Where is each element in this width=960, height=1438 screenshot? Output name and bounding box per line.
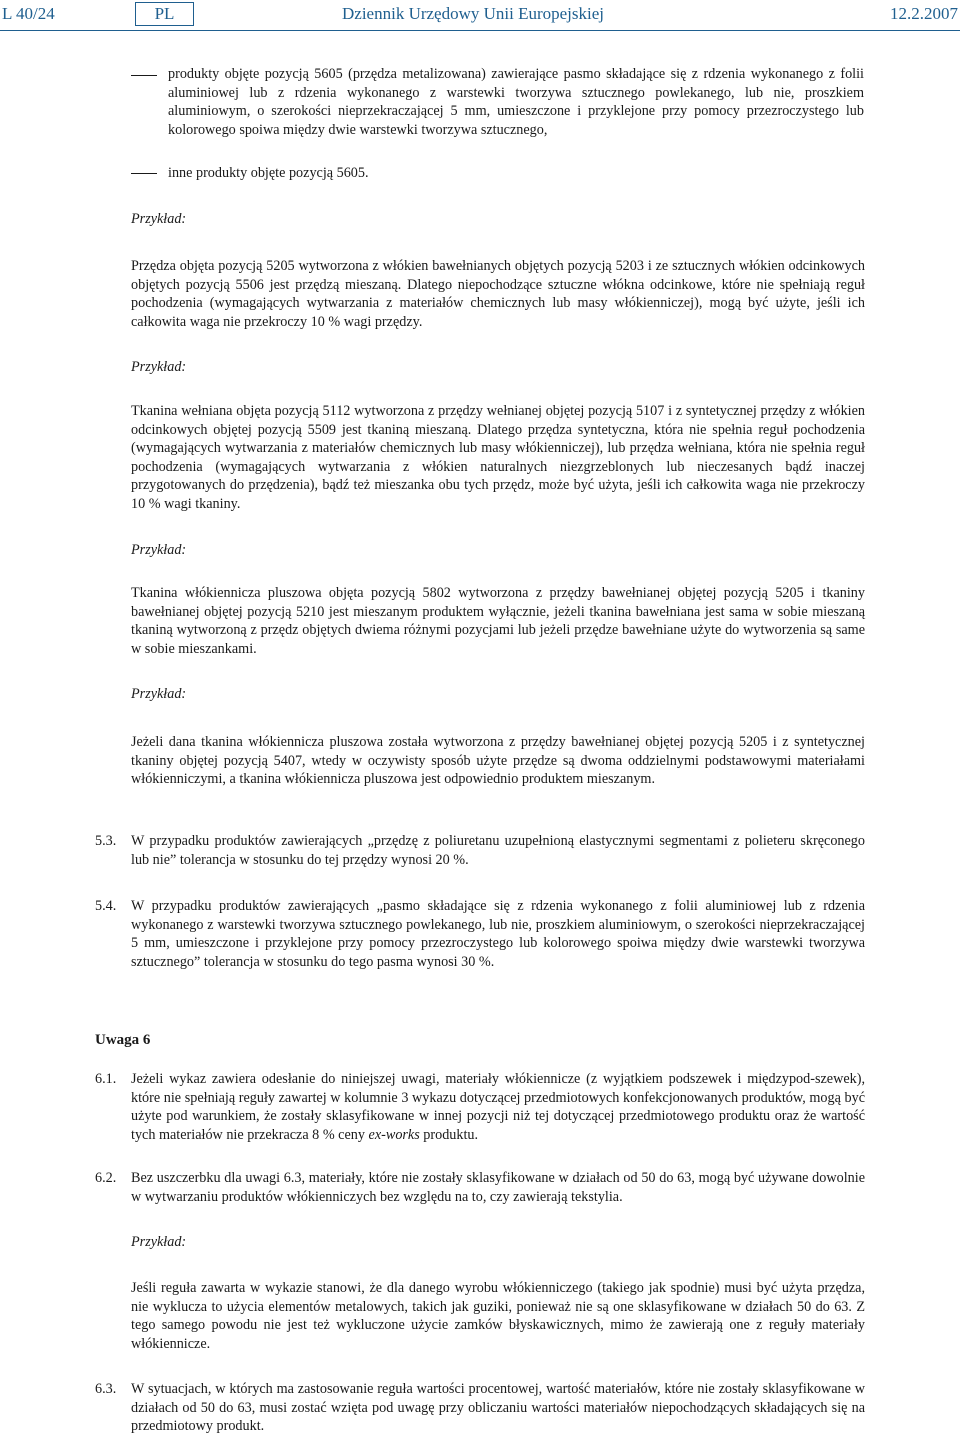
- point-text-part: produktu.: [419, 1126, 479, 1143]
- section-heading: Uwaga 6: [95, 1032, 151, 1048]
- point-text: W sytuacjach, w których ma zastosowanie reguła wartości procentowej, wartość materiałów, które nie zostały sklasyfikowane w działach od 50 do 63, musi zostać wzięta pod uwagę przy obliczaniu wartości materiałów niepochodzących składających się na przedmiotowy produkt.: [131, 1381, 865, 1434]
- page-header: [0, 0, 960, 30]
- example-paragraph: Tkanina wełniana objęta pozycją 5112 wytworzona z przędzy wełnianej objętej pozycją 5107 i z syntetycznej przędzy z włókien odcinkowych objętej pozycją 5509 jest tkaniną mieszaną. Dlatego przędza syntetyczna, która nie spełnia reguł pochodzenia (wymagających wytwarzania z materiałów chemicznych lub masy włókienniczej), lub przędza wełniana, która nie spełnia reguł pochodzenia (wymagających wytwarzania z włókien naturalnych niezgrzeblonych lub nieczesanych bądź inaczej przygotowanych do przędzenia), bądź też mieszanka obu tych przędz, może być użyta, jeśli ich całkowita waga nie przekroczy 10 % wagi tkaniny.: [131, 403, 865, 512]
- language-box: PL: [135, 2, 194, 26]
- dash-bullet: [131, 173, 157, 174]
- example-paragraph: Jeśli reguła zawarta w wykazie stanowi, że dla danego wyrobu włókienniczego (takiego jak spodnie) musi być użyta przędza, nie wyklucza to użycia elementów metalowych, takich jak guziki, ponieważ nie są one sklasyfikowane w działach 50 do 63. Z tego samego powodu nie jest też wykluczone użycie zamków błyskawicznych, mimo że zawierają one z reguły materiały włókiennicze.: [131, 1280, 865, 1352]
- point-text-part: Jeżeli wykaz zawiera odesłanie do niniejszej uwagi, materiały włókiennicze (z wyjątkiem podszewek i międzypod-szewek), które nie spełniają reguły zawartej w kolumnie 3 wykazu dotyczącej przedmiotowych konfekcjonowanych produktów, mogą być użyte pod warunkiem, że zostały sklasyfikowane w innej pozycji niż tej dotyczącej przedmiotowego produktu oraz że wartość tych materiałów nie przekracza 8 % ceny: [131, 1071, 865, 1143]
- point-text: [131, 1070, 865, 1144]
- point-number: 6.3.: [95, 1381, 117, 1397]
- point-number: 5.4.: [95, 898, 117, 914]
- example-paragraph: Tkanina włókiennicza pluszowa objęta pozycją 5802 wytworzona z przędzy bawełnianej objętej pozycją 5205 i tkaniny bawełnianej objętej pozycją 5210 jest mieszanym produktem wyłącznie, jeżeli tkanina bawełniana jest sama w sobie mieszaną tkaniną wytworzoną z przędz objętych dwiema różnymi pozycjami lub jeżeli przędze bawełniane użyte do wytworzenia są same w sobie mieszankami.: [131, 585, 865, 657]
- example-paragraph: Przędza objęta pozycją 5205 wytworzona z włókien bawełnianych objętych pozycją 5203 i ze sztucznych włókien odcinkowych objętych pozycją 5506 jest przędzą mieszaną. Dlatego niepochodzące sztuczne włókna odcinkowe, które nie spełniają reguł pochodzenia (wymagających wytwarzania z materiałów chemicznych lub masy włókienniczej), mogą być użyte, jeśli ich całkowita waga nie przekroczy 10 % wagi przędzy.: [131, 258, 865, 330]
- example-label: Przykład:: [131, 359, 187, 375]
- point-text: W przypadku produktów zawierających „przędzę z poliuretanu uzupełnioną elastycznymi segmentami z polieteru skręconego lub nie” tolerancja w stosunku do tej przędzy wynosi 20 %.: [131, 833, 865, 868]
- point-text: W przypadku produktów zawierających „pasmo składające się z rdzenia wykonanego z folii aluminiowej lub z rdzenia wykonanego z warstewki tworzywa sztucznego powlekanego, lub nie, proszkiem aluminiowym, o szerokości nieprzekraczającej 5 mm, umieszczone i przyklejone przy pomocy przezroczystego lub kolorowego spoiwa między dwie warstewki tworzywa sztucznego” tolerancja w stosunku do tego pasma wynosi 30 %.: [131, 898, 865, 970]
- dash-bullet: [131, 75, 157, 76]
- journal-title: Dziennik Urzędowy Unii Europejskiej: [342, 4, 605, 23]
- example-paragraph: Jeżeli dana tkanina włókiennicza pluszowa została wytworzona z przędzy bawełnianej objętej pozycją 5205 i z syntetycznej tkaniny objętej pozycją 5407, wtedy w oczywisty sposób użyte przędze są dwoma oddzielnymi podstawowymi materiałami włókienniczymi, a tkanina włókiennicza pluszowa jest odpowiednio produktem mieszanym.: [131, 734, 865, 787]
- example-label: Przykład:: [131, 542, 187, 558]
- example-label: Przykład:: [131, 211, 187, 227]
- point-number: 6.2.: [95, 1170, 117, 1186]
- point-number: 6.1.: [95, 1071, 117, 1087]
- point-text: Bez uszczerbku dla uwagi 6.3, materiały, które nie zostały sklasyfikowane w działach od 50 do 63, mogą być używane dowolnie w wytwarzaniu produktów włókienniczych bez względu na to, czy zawierają tekstylia.: [131, 1170, 865, 1205]
- publication-date: 12.2.2007: [890, 4, 958, 23]
- example-label: Przykład:: [131, 1234, 187, 1250]
- ex-works-term: ex-works: [368, 1126, 420, 1143]
- bullet-item: inne produkty objęte pozycją 5605.: [168, 165, 369, 181]
- bullet-item: produkty objęte pozycją 5605 (przędza metalizowana) zawierające pasmo składające się z rdzenia wykonanego z folii aluminiowej lub z rdzenia wykonanego z warstewki tworzywa sztucznego powlekanego, lub nie, proszkiem aluminiowym, o szerokości nieprzekraczającej 5 mm, umieszczone i przyklejone przy pomocy przezroczystego lub kolorowego spoiwa między dwie warstewki tworzywa sztucznego,: [168, 66, 864, 138]
- example-label: Przykład:: [131, 686, 187, 702]
- point-number: 5.3.: [95, 833, 117, 849]
- header-rule: [0, 30, 960, 31]
- page-number: L 40/24: [2, 4, 55, 23]
